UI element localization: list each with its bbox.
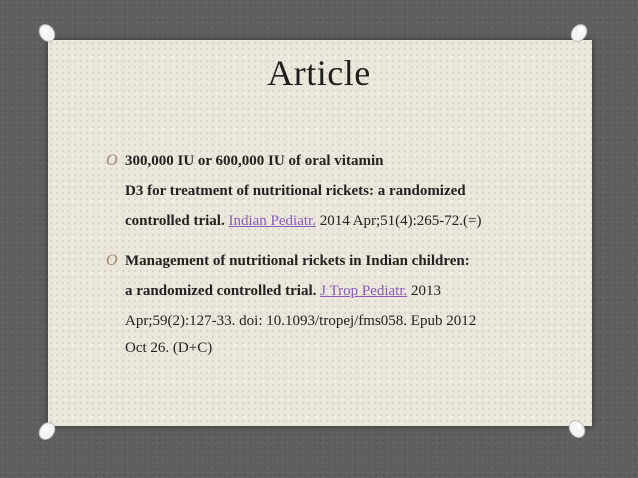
reference-1-line-1: 300,000 IU or 600,000 IU of oral vitamin	[125, 153, 384, 169]
o-bullet-icon: O	[106, 252, 118, 269]
slide-title: Article	[267, 53, 371, 93]
o-bullet-icon: O	[106, 152, 118, 169]
reference-1-citation: 2014 Apr;51(4):265-72.(=)	[315, 213, 482, 229]
reference-2-title-end: a randomized controlled trial.	[125, 283, 317, 299]
journal-link-j-trop-pediatr[interactable]: J Trop Pediatr.	[320, 283, 408, 299]
reference-2-line-3: Apr;59(2):127-33. doi: 10.1093/tropej/fms058. Epub 2012	[125, 313, 477, 329]
reference-2-year: 2013	[407, 283, 441, 299]
reference-2-line-4: Oct 26. (D+C)	[125, 340, 213, 356]
pushpin-icon	[568, 22, 590, 44]
reference-1-line-3	[125, 213, 481, 230]
slide-card	[48, 40, 592, 426]
reference-1-line-2: D3 for treatment of nutritional rickets: a randomized	[125, 183, 466, 199]
journal-link-indian-pediatr[interactable]: Indian Pediatr.	[228, 213, 316, 229]
reference-1-title-end: controlled trial.	[125, 213, 225, 229]
pushpin-icon	[36, 22, 58, 44]
pushpin-icon	[36, 420, 58, 442]
reference-2-line-2	[125, 283, 441, 300]
reference-2-line-1: Management of nutritional rickets in Indian children:	[125, 253, 470, 269]
pushpin-icon	[566, 418, 588, 440]
